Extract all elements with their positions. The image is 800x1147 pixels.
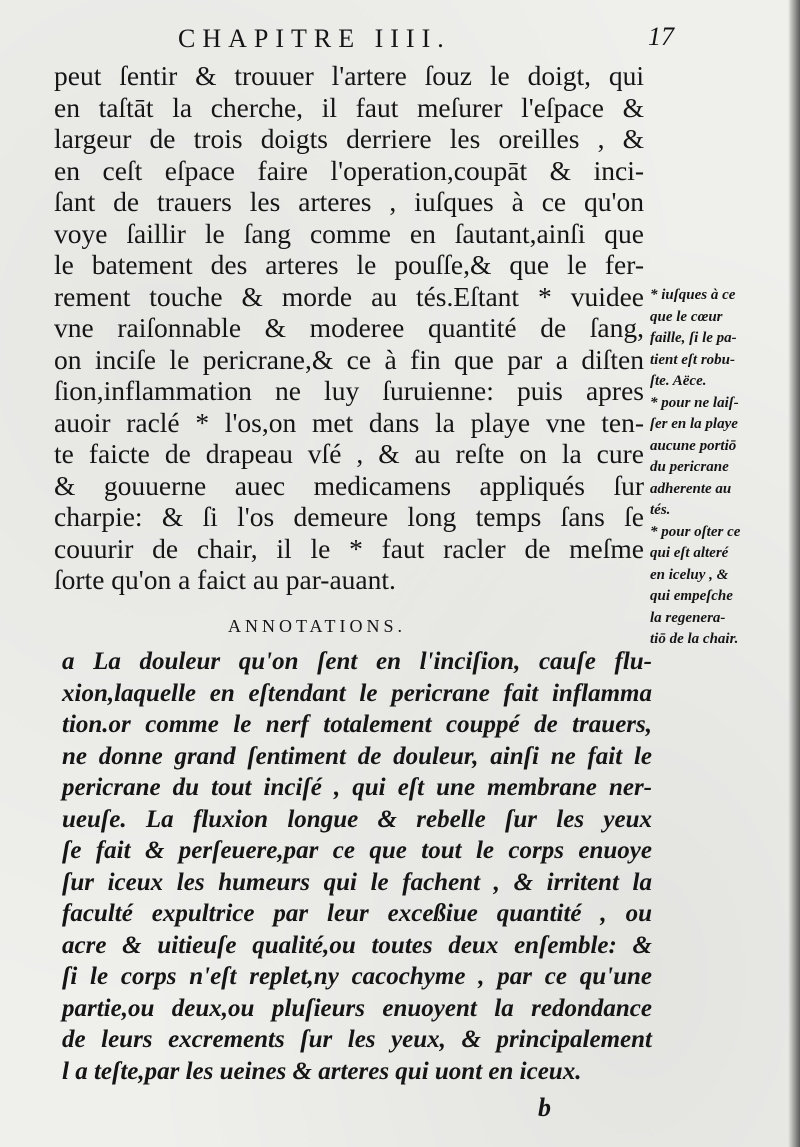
text-line: ſant de trauers les arteres , iuſques à ce qu'on <box>54 186 644 217</box>
annotation-line: xion,laquelle en eſtendant le pericrane fait inflamma <box>62 679 652 707</box>
text-line: on inciſe le pericrane,& ce à fin que par a diſten <box>54 343 644 375</box>
annotation-line: ne donne grand ſentiment de douleur, ainſi ne fait le <box>62 742 652 770</box>
annotation-line: faculté expultrice par leur exceßiue quantité , ou <box>62 900 652 927</box>
margin-note-line: que le cœur <box>650 308 723 325</box>
margin-note-line: * pour ne laiſ- <box>650 394 739 411</box>
annotation-line: de leurs excrements ſur les yeux, & principalement <box>62 1026 652 1053</box>
margin-note-line: aucune portiō <box>650 437 737 454</box>
text-line: & gouuerne auec medicamens appliqués ſur <box>54 469 644 501</box>
page-number: 17 <box>648 22 674 51</box>
text-line: le batement des arteres le pouſſe,& que le fer- <box>54 249 644 280</box>
margin-note-line: du pericrane <box>650 459 729 475</box>
text-line: charpie: & ſi l'os demeure long temps ſans ſe <box>54 501 644 532</box>
annotation-line: partie,ou deux,ou pluſieurs enuoyent la redondance <box>62 994 652 1022</box>
text-line: ſion,inflammation ne luy ſuruienne: puis apres <box>54 375 644 406</box>
margin-note-line: tient eſt robu- <box>650 351 735 368</box>
signature-mark: b <box>538 1093 551 1122</box>
margin-note-line: * iuſques à ce <box>650 287 736 303</box>
margin-note <box>650 393 792 522</box>
annotation-line: ueuſe. La fluxion longue & rebelle ſur les yeux <box>62 805 652 833</box>
margin-note-line: * pour oſter ce <box>650 523 741 540</box>
margin-notes <box>650 285 792 651</box>
annotation-line: l a teſte,par les ueines & arteres qui uont en iceux. <box>62 1057 582 1085</box>
margin-note-line: qui eſt alteré <box>650 545 729 561</box>
margin-note-line: ſer en la playe <box>650 416 738 432</box>
text-line: en taſtāt la cherche, il faut meſurer l'eſpace & <box>54 91 644 123</box>
text-line: peut ſentir & trouuer l'artere ſouz le doigt, qui <box>54 60 644 91</box>
text-line: voye ſaillir le ſang comme en ſautant,ainſi que <box>54 217 644 249</box>
text-line: ſorte qu'on a faict au par-auant. <box>54 564 396 595</box>
annotation-line: ſe fait & perſeuere,par ce que tout le corps enuoye <box>62 837 652 864</box>
text-line: auoir raclé * l'os,on met dans la playe vne ten- <box>54 406 644 438</box>
text-line: te faicte de drapeau vſé , & au reſte on la cure <box>54 438 644 469</box>
annotations-heading: ANNOTATIONS. <box>228 616 407 636</box>
margin-note <box>650 522 792 651</box>
annotation-line: ſi le corps n'eſt replet,ny cacochyme , par ce qu'une <box>62 963 652 990</box>
annotation-line: pericrane du tout inciſé , qui eſt une membrane ner- <box>62 774 652 801</box>
margin-note-line: tés. <box>650 502 671 518</box>
annotation-line: acre & uitieuſe qualité,ou toutes deux enſemble: & <box>62 931 652 959</box>
margin-note-line: qui empeſche <box>650 588 733 604</box>
annotations-block <box>62 646 652 1087</box>
margin-note-line: tiō de la chair. <box>650 631 739 647</box>
text-line: largeur de trois doigts derriere les oreilles , & <box>54 123 644 154</box>
annotation-line: a La douleur qu'on ſent en l'inciſion, cauſe flu- <box>62 648 652 675</box>
text-line: couurir de chair, il le * faut racler de meſme <box>54 532 644 564</box>
text-line: en ceſt eſpace faire l'operation,coupāt & inci- <box>54 154 644 186</box>
margin-note-line: ſte. Aëce. <box>650 373 707 389</box>
margin-note-line: en iceluy , & <box>650 566 729 583</box>
running-head: CHAPITRE IIII. <box>178 24 451 53</box>
margin-note <box>650 285 792 393</box>
annotation-line: tion.or comme le nerf totalement couppé de trauers, <box>62 711 652 738</box>
annotation-line: ſur iceux les humeurs qui le fachent , & irritent la <box>62 868 652 896</box>
main-text-block <box>54 60 644 596</box>
margin-note-line: faille, ſi le pa- <box>650 330 737 346</box>
margin-note-line: la regenera- <box>650 609 726 626</box>
margin-note-line: adherente au <box>650 480 732 497</box>
text-line: rement touche & morde au tés.Eſtant * vuidee <box>54 280 644 312</box>
text-line: vne raiſonnable & moderee quantité de ſang, <box>54 312 644 343</box>
